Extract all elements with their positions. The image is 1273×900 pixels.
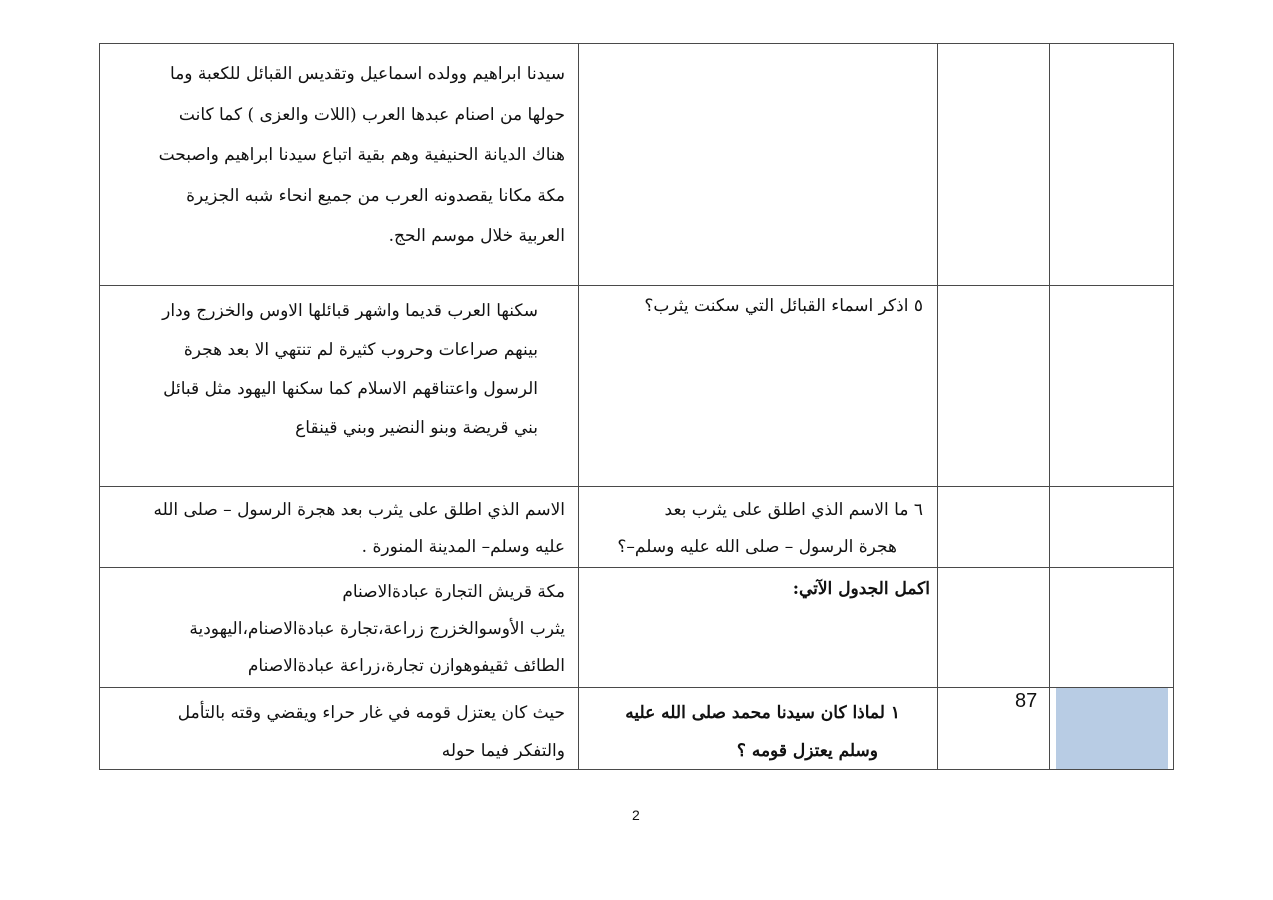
answer-cell	[178, 694, 565, 770]
question-text: هجرة الرسول – صلى الله عليه وسلم–؟	[617, 537, 897, 557]
answer-line: مكة قريش التجارة عبادةالاصنام	[342, 582, 565, 602]
answer-cell	[153, 492, 565, 566]
answer-line: هناك الديانة الحنيفية وهم بقية اتباع سيدنا ابراهيم واصبحت	[158, 145, 565, 165]
answer-line: سكنها العرب قديما واشهر قبائلها الاوس والخزرج ودار	[162, 301, 538, 321]
answer-line: والتفكر فيما حوله	[441, 741, 565, 761]
question-cell	[617, 492, 923, 566]
question-cell	[644, 292, 923, 320]
row-divider	[99, 687, 1174, 688]
column-divider	[1049, 43, 1050, 769]
answer-cell	[162, 292, 538, 448]
answer-line: حولها من اصنام عبدها العرب (اللات والعزى ) كما كانت	[178, 104, 565, 125]
table-border-top	[99, 43, 1174, 44]
question-text: ٦ ما الاسم الذي اطلق على يثرب بعد	[664, 500, 923, 520]
answer-line: مكة مكانا يقصدونه العرب من جميع انحاء شبه الجزيرة	[186, 185, 565, 206]
column-divider	[937, 43, 938, 769]
answer-line: عليه وسلم– المدينة المنورة .	[361, 537, 565, 557]
question-text: وسلم يعتزل قومه ؟	[736, 741, 878, 761]
answer-cell	[189, 574, 565, 685]
answer-line: يثرب الأوسوالخزرج زراعة،تجارة عبادةالاصنام،اليهودية	[189, 619, 565, 639]
row-divider	[99, 567, 1174, 568]
column-divider	[1173, 43, 1174, 769]
answer-cell	[159, 54, 565, 257]
page-number: 2	[632, 807, 640, 823]
answer-line: بني قريضة وبنو النضير وبني قينقاع	[295, 418, 538, 438]
column-divider	[578, 43, 579, 769]
question-text: اكمل الجدول الآتي:	[792, 579, 930, 599]
answer-line: الطائف ثقيفوهوازن تجارة،زراعة عبادةالاصنام	[247, 656, 565, 676]
question-cell	[793, 575, 930, 603]
row-divider	[99, 486, 1174, 487]
shaded-cell	[1056, 688, 1168, 769]
answer-line: بينهم صراعات وحروب كثيرة لم تنتهي الا بعد هجرة	[183, 340, 538, 360]
answer-line: العربية خلال موسم الحج.	[388, 226, 565, 246]
row-divider	[99, 285, 1174, 286]
question-text: ٥ اذكر اسماء القبائل التي سكنت يثرب؟	[644, 296, 923, 316]
answer-line: الاسم الذي اطلق على يثرب بعد هجرة الرسول – صلى الله	[153, 500, 565, 520]
answer-line: الرسول واعتناقهم الاسلام كما سكنها اليهود مثل قبائل	[163, 379, 538, 399]
column-divider	[99, 43, 100, 769]
answer-line: سيدنا ابراهيم وولده اسماعيل وتقديس القبائل للكعبة وما	[170, 64, 565, 84]
question-text: ١ لماذا كان سيدنا محمد صلى الله عليه	[625, 703, 900, 723]
question-cell	[625, 694, 900, 770]
answer-line: حيث كان يعتزل قومه في غار حراء ويقضي وقته بالتأمل	[177, 703, 565, 723]
row-number: 87	[1015, 690, 1038, 712]
